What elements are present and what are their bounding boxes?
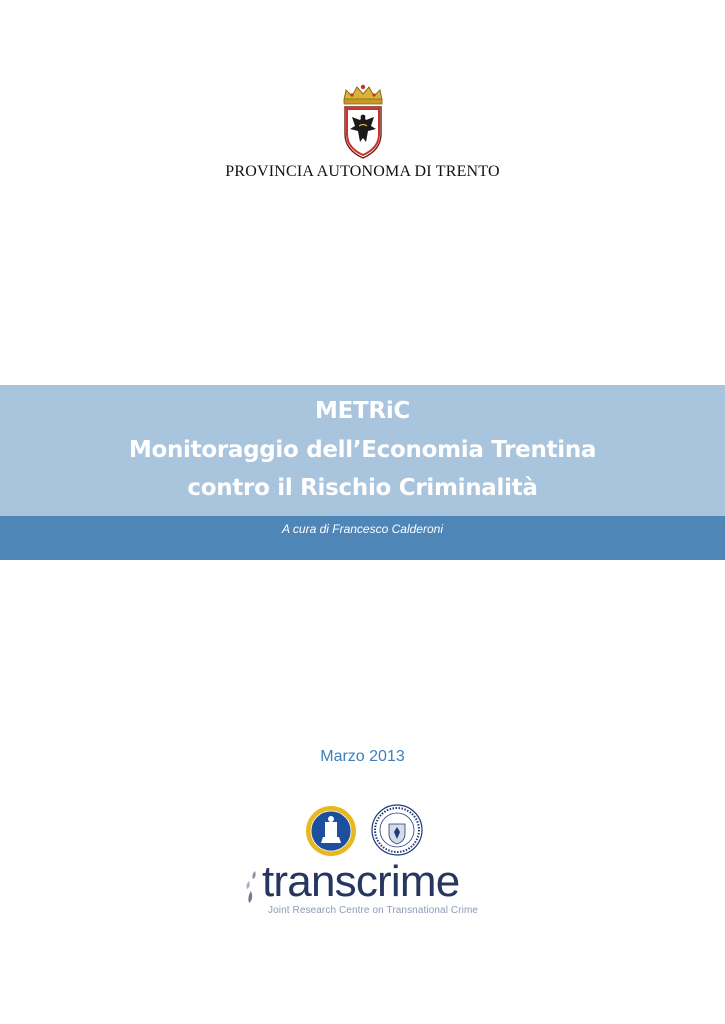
transcrime-wordmark: transcrime <box>262 857 460 906</box>
university-trento-seal-icon <box>371 804 423 856</box>
transcrime-logo-mark-icon <box>241 869 263 905</box>
report-title-line-1: Monitoraggio dell’Economia Trentina <box>128 437 597 463</box>
publication-date: Marzo 2013 <box>320 748 405 765</box>
province-name: PROVINCIA AUTONOMA DI TRENTO <box>225 163 500 180</box>
report-acronym: METRiC <box>315 398 410 424</box>
university-catholic-seal-icon <box>305 805 357 857</box>
transcrime-tagline: Joint Research Centre on Transnational Crime <box>268 905 479 916</box>
report-title-line-2: contro il Rischio Criminalità <box>187 475 538 501</box>
curator-credit: A cura di Francesco Calderoni <box>282 522 443 536</box>
trento-coat-of-arms-icon <box>338 84 388 160</box>
